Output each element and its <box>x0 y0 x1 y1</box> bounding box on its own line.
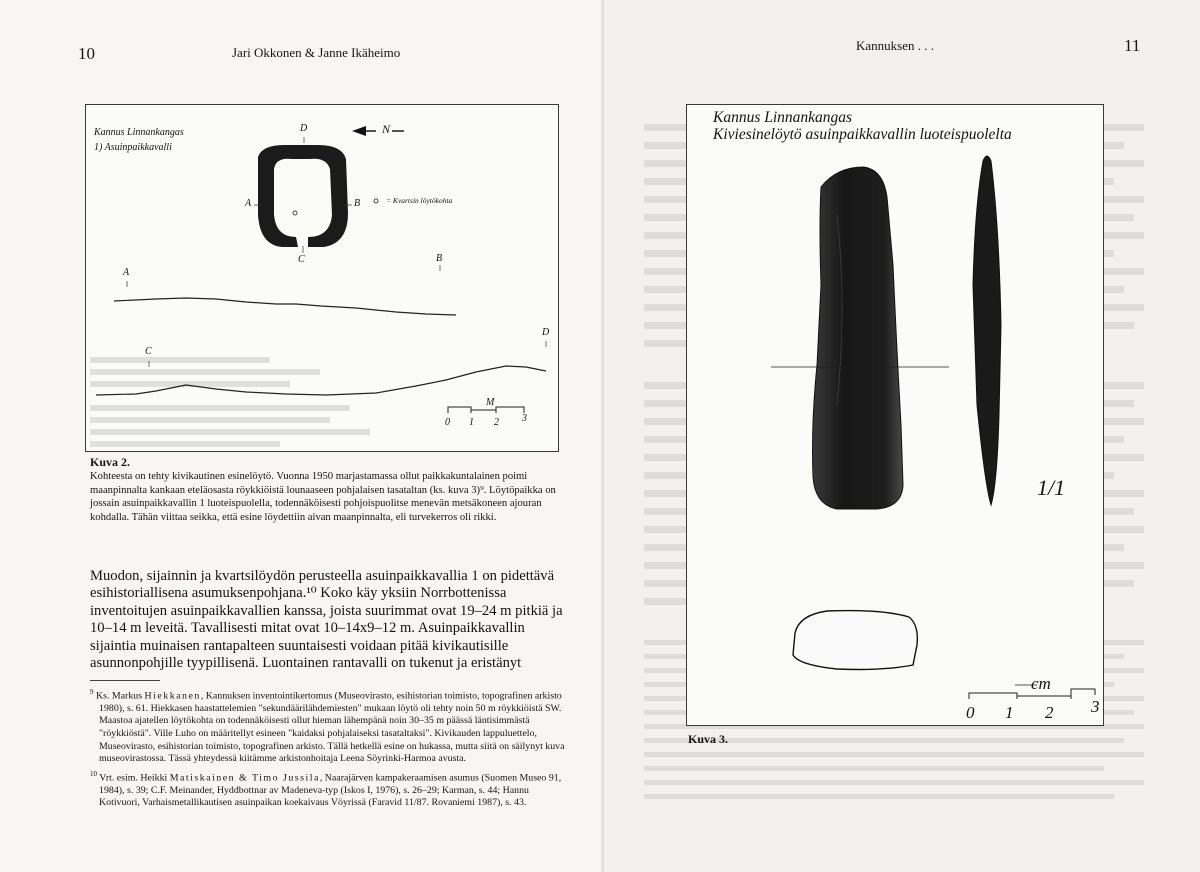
chisel-front-view <box>813 167 904 509</box>
label-d-profile: D <box>542 327 550 338</box>
legend-text: = Kvartsin löytökohta <box>386 196 453 205</box>
legend-marker <box>374 199 378 203</box>
figure-2-caption: Kohteesta on tehty kivikautinen esinelöytö. Vuonna 1950 marjastamassa ollut paikkakuntalainen poimi maanpinnalta kankaan eteläosasta röykkiöistä lounaaseen pohjalaisen tasataltan (ks. kuva 3)⁹. Löytöpaikka on jossain asuinpaikkavallin 1 luoteispuolella, todennäköisesti pohjoispuolitse menevän metsäkoneen ajouran kohdalla. Tähän viittaa seikka, että esine löydettiin aivan maanpinnalta, eli turvekerros oli rikki. <box>90 471 556 523</box>
fig3-title-line1: Kannus Linnankangas <box>713 109 853 126</box>
figure-2-site-plan <box>85 104 559 452</box>
label-b-plan: B <box>354 198 361 209</box>
cross-section-outline <box>793 611 917 670</box>
artifact-drawing <box>687 105 1103 725</box>
running-head-left: Jari Okkonen & Janne Ikäheimo <box>232 45 401 60</box>
page-number-right: 11 <box>1124 36 1141 55</box>
label-a-profile: A <box>123 267 130 278</box>
cm-tick-3: 3 <box>1091 697 1100 716</box>
quartz-find-marker <box>293 211 297 215</box>
footnote-10: $^{10}$ Vrt. esim. Heikki Matiskainen & Timo Jussila, Naarajärven kampakeraamisen asumus (Suomen Museo 91, 1984), s. 39; C.F. Meinander, Hyddbottnar av Madeneva-typ (Iskos I, 1976), s. 26–29; Karman, s. 44; Hannu Kotivuori, Varhaismetallikautisen asuinpaikan koekaivaus Vöyrissä (Faravid 11/87. Rovaniemi 1987), s. 43. <box>90 769 562 809</box>
figure-3-artifact <box>686 104 1104 726</box>
figure-3-label: Kuva 3. <box>688 732 729 746</box>
chisel-side-view <box>973 156 1001 505</box>
fig2-title-line1: Kannus Linnankangas <box>94 127 184 138</box>
cm-tick-1: 1 <box>1005 703 1014 722</box>
footnote-9: $^9$ Ks. Markus Hiekkanen, Kannuksen inventointikertomus (Museovirasto, esihistorian toimisto, topografinen arkisto 1980), s. 61. Hiekkasen haastattelemien "sekundäärilähdemiesten" mukaan löytö oli tehty noin 50 m röykkiöistä SW. Maastoa ajatellen löytökohta on todennäköisesti ollut hieman lähempänä noin 30–35 m päässä läntisimmästä "röykkiöstä". Ville Luho on määritellyt esineen "kaidaksi pohjalaiseksi tasataltaksi". Kivikauden lappuluettelo, Museovirasto, esihistorian toimisto, topografinen arkisto. Tällä hetkellä esine on hukassa, mutta siitä on säilynyt kuva museovirastossa. Tässä yhteydessä kiitämme arkistonhoitaja Leena Söyrinki-Harmoa avusta. <box>90 688 565 765</box>
dwelling-bank-shape <box>258 145 348 247</box>
scale-unit-label: M <box>486 397 495 408</box>
label-d-top: D <box>300 123 308 134</box>
label-c-plan: C <box>298 254 305 265</box>
scale-tick-1: 1 <box>469 417 474 428</box>
cm-unit-label: cm <box>1031 674 1051 693</box>
north-arrow-icon <box>352 126 366 136</box>
body-paragraph: Muodon, sijainnin ja kvartsilöydön perusteella asuinpaikkavallia 1 on pidettävä esihistoriallisena asumuksenpohjana.¹⁰ Koko käy yksiin Norrbottenissa inventoitujen asuinpaikkavallien kanssa, joista suurimmat ovat 19–24 m pitkiä ja 10–14 m leveitä. Tavallisesti mitat ovat 10–14x9–12 m. Asuinpaikkavallin sijaintia muinaisen rantapalteen suuntaisesti voidaan pitää kivikautisille asunnonpohjille tyypillisenä. Luontainen rantavalli on tukenut ja eristänyt <box>90 568 563 672</box>
cm-tick-0: 0 <box>966 703 975 722</box>
footnote-rule <box>90 680 160 681</box>
footnotes <box>90 686 566 810</box>
fig3-title-line2: Kiviesinelöytö asuinpaikkavallin luoteispuolelta <box>713 126 1012 143</box>
fig2-title-line2: 1) Asuinpaikkavalli <box>94 142 172 153</box>
right-page <box>604 0 1200 872</box>
scale-tick-0: 0 <box>445 417 450 428</box>
north-label: N <box>382 122 391 136</box>
page-number-left: 10 <box>78 44 95 63</box>
label-b-profile: B <box>436 253 443 264</box>
bleed-through <box>90 357 370 447</box>
label-a-plan: A <box>245 198 252 209</box>
profile-a-b-line <box>114 298 456 315</box>
scale-fraction: 1/1 <box>1037 475 1066 500</box>
figure-2-label: Kuva 2. <box>90 455 131 469</box>
cm-tick-2: 2 <box>1045 703 1054 722</box>
scale-tick-2: 2 <box>494 417 499 428</box>
running-head-right: Kannuksen . . . <box>856 38 934 53</box>
scale-tick-3: 3 <box>522 413 527 424</box>
label-c-profile: C <box>145 346 152 357</box>
